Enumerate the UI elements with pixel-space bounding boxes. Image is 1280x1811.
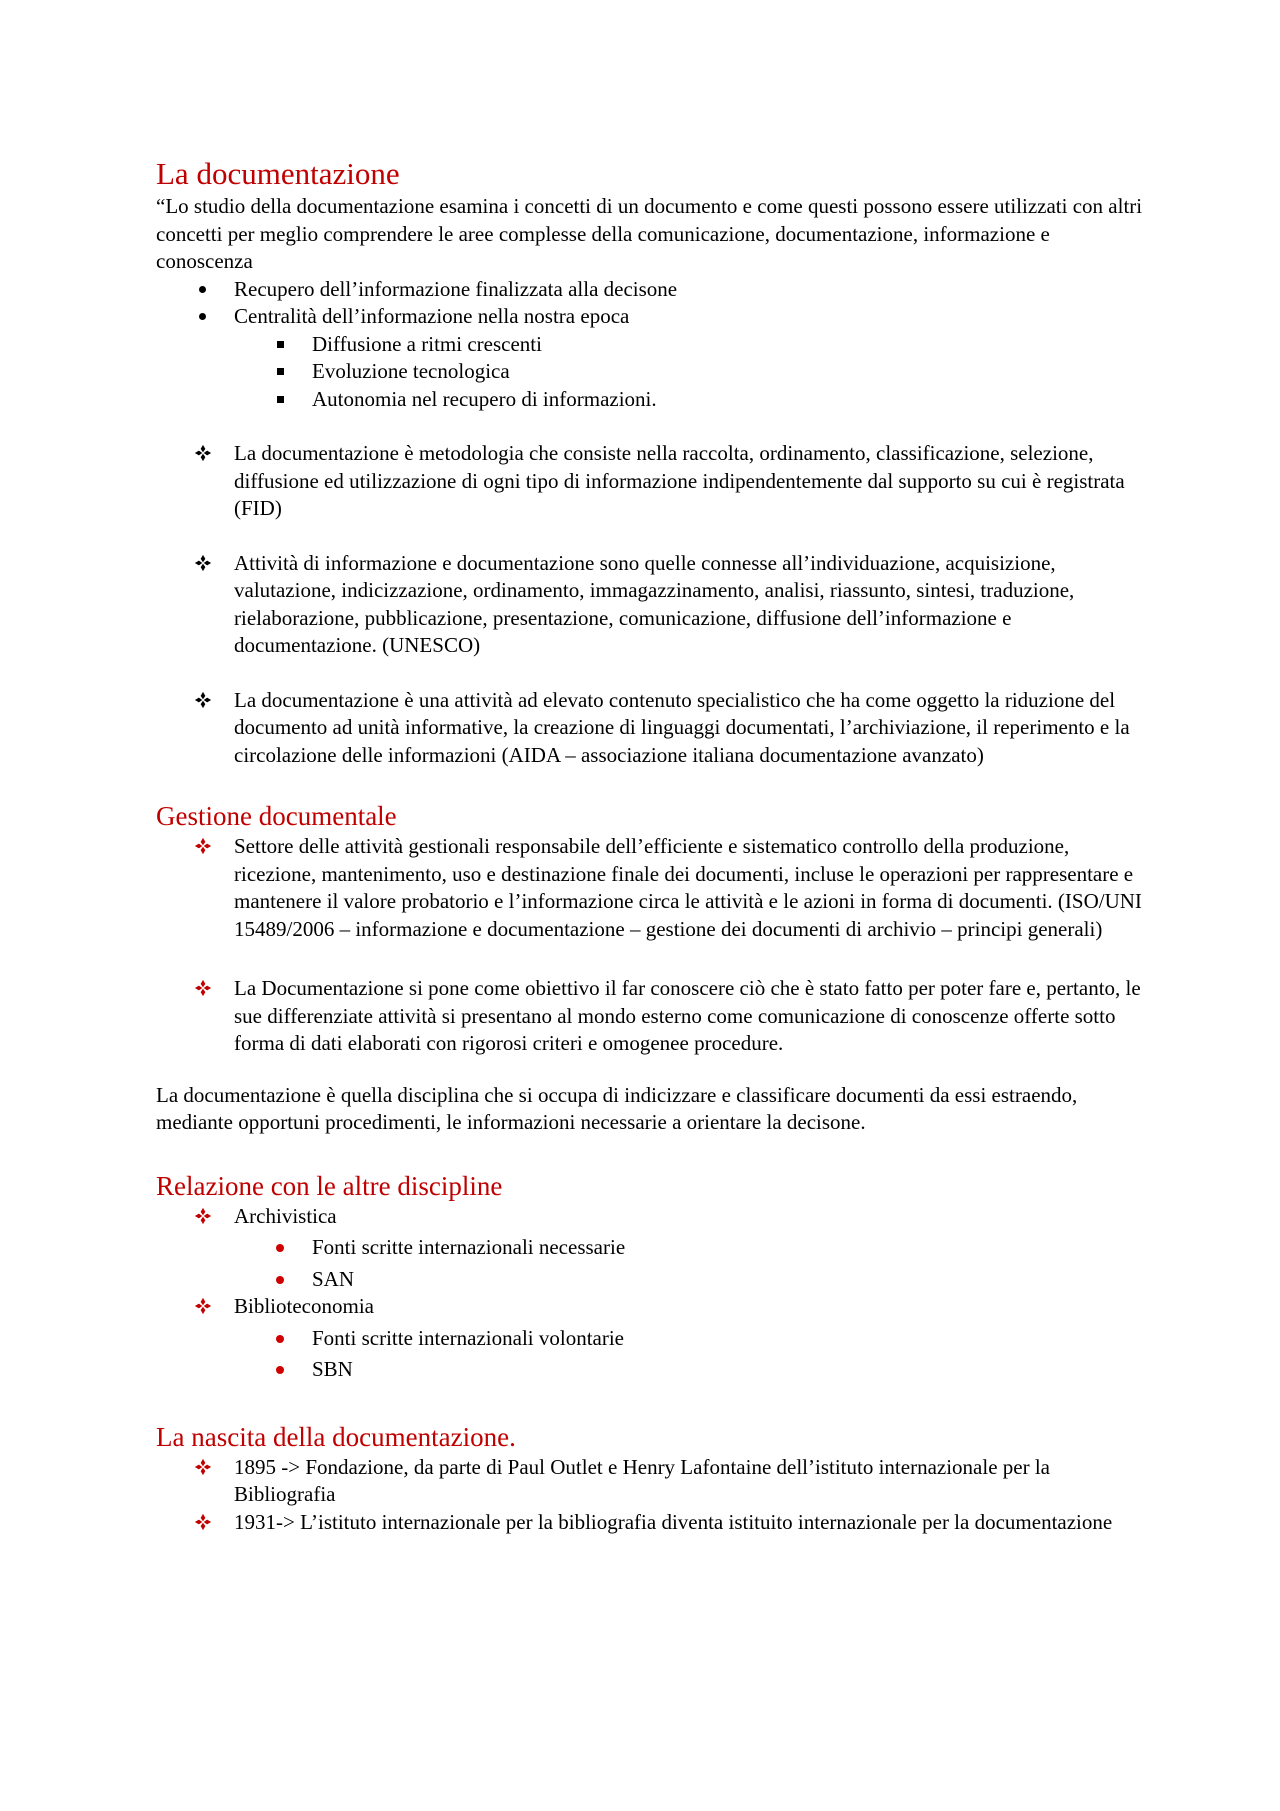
fleuron-bullet-icon [194, 1513, 212, 1531]
fleuron-bullet-icon [194, 554, 212, 572]
bullet-list [156, 276, 1146, 414]
fleuron-bullet-icon [194, 1207, 212, 1225]
heading-relazione-discipline: Relazione con le altre discipline [156, 1170, 503, 1201]
fleuron-bullet-icon [194, 691, 212, 709]
fleuron-bullet-icon [194, 1297, 212, 1315]
heading-gestione-documentale: Gestione documentale [156, 801, 397, 831]
list-item: La Documentazione si pone come obiettivo il far conoscere ciò che è stato fatto per poter fare e, pertanto, le sue differenziate attività si presentano al mondo esterno come comunicazione di conoscenze offerte sotto forma di dati elaborati con rigorosi criteri e omogenee procedure. [156, 975, 1146, 1058]
list-item: Settore delle attività gestionali responsabile dell’efficiente e sistematico controllo della produzione, ricezione, mantenimento, uso e destinazione finale dei documenti, incluse le operazioni per rappresentare e mantenere il valore probatorio e l’informazione circa le attività e le azioni in forma di documenti. (ISO/UNI 15489/2006 – informazione e documentazione – gestione dei documenti di archivio – principi generali) [156, 833, 1146, 943]
list-item: Recupero dell’informazione finalizzata alla decisone [156, 276, 1146, 304]
heading-nascita-documentazione: La nascita della documentazione. [156, 1421, 516, 1452]
list-item: SAN [156, 1266, 1146, 1294]
list-item: Fonti scritte internazionali necessarie [156, 1234, 1146, 1262]
timeline-list [156, 1454, 1146, 1537]
gestione-list [156, 833, 1146, 1058]
list-item: Autonomia nel recupero di informazioni. [156, 386, 1146, 414]
definition-item: La documentazione è una attività ad elevato contenuto specialistico che ha come oggetto la riduzione del documento ad unità informative, la creazione di linguaggi documentati, l’archiviazione, il reperimento e la circolazione delle informazioni (AIDA – associazione italiana documentazione avanzato) [156, 687, 1146, 770]
list-item: Diffusione a ritmi crescenti [156, 331, 1146, 359]
intro-quote: “Lo studio della documentazione esamina i concetti di un documento e come questi possono essere utilizzati con altri concetti per meglio comprendere le aree complesse della comunicazione, documentazione, informazione e conoscenza [156, 194, 1143, 273]
definition-list [156, 440, 1146, 769]
fleuron-bullet-icon [194, 837, 212, 855]
bullet-square-icon [277, 368, 284, 375]
fleuron-bullet-icon [194, 1458, 212, 1476]
list-item: SBN [156, 1356, 1146, 1384]
bullet-dot-icon [199, 286, 206, 293]
discipline-list [156, 1203, 1146, 1384]
definition-item: Attività di informazione e documentazione sono quelle connesse all’individuazione, acquisizione, valutazione, indicizzazione, ordinamento, immagazzinamento, analisi, riassunto, sintesi, traduzione, rielaborazione, pubblicazione, presentazione, comunicazione, diffusione dell’informazione e documentazione. (UNESCO) [156, 550, 1146, 660]
bullet-square-icon [277, 396, 284, 403]
document-content [156, 155, 1146, 1536]
timeline-item: 1895 -> Fondazione, da parte di Paul Outlet e Henry Lafontaine dell’istituto internazionale per la Bibliografia [156, 1454, 1146, 1509]
red-bullet-dot-icon [276, 1244, 284, 1252]
heading-la-documentazione: La documentazione [156, 156, 400, 191]
definition-item: La documentazione è metodologia che consiste nella raccolta, ordinamento, classificazione, selezione, diffusione ed utilizzazione di ogni tipo di informazione indipendentemente dal supporto su cui è registrata (FID) [156, 440, 1146, 523]
fleuron-bullet-icon [194, 444, 212, 462]
fleuron-bullet-icon [194, 979, 212, 997]
list-item: Centralità dell’informazione nella nostra epoca [156, 303, 1146, 331]
list-item: Fonti scritte internazionali volontarie [156, 1325, 1146, 1353]
discipline-item-biblioteconomia: Biblioteconomia [156, 1293, 1146, 1321]
red-bullet-dot-icon [276, 1335, 284, 1343]
bullet-dot-icon [199, 313, 206, 320]
bullet-square-icon [277, 341, 284, 348]
list-item: Evoluzione tecnologica [156, 358, 1146, 386]
timeline-item: 1931-> L’istituto internazionale per la bibliografia diventa istituito internazionale per la documentazione [156, 1509, 1146, 1537]
discipline-item-archivistica: Archivistica [156, 1203, 1146, 1231]
red-bullet-dot-icon [276, 1366, 284, 1374]
red-bullet-dot-icon [276, 1276, 284, 1284]
definition-paragraph: La documentazione è quella disciplina che si occupa di indicizzare e classificare documenti da essi estraendo, mediante opportuni procedimenti, le informazioni necessarie a orientare la decisone. [156, 1082, 1078, 1134]
